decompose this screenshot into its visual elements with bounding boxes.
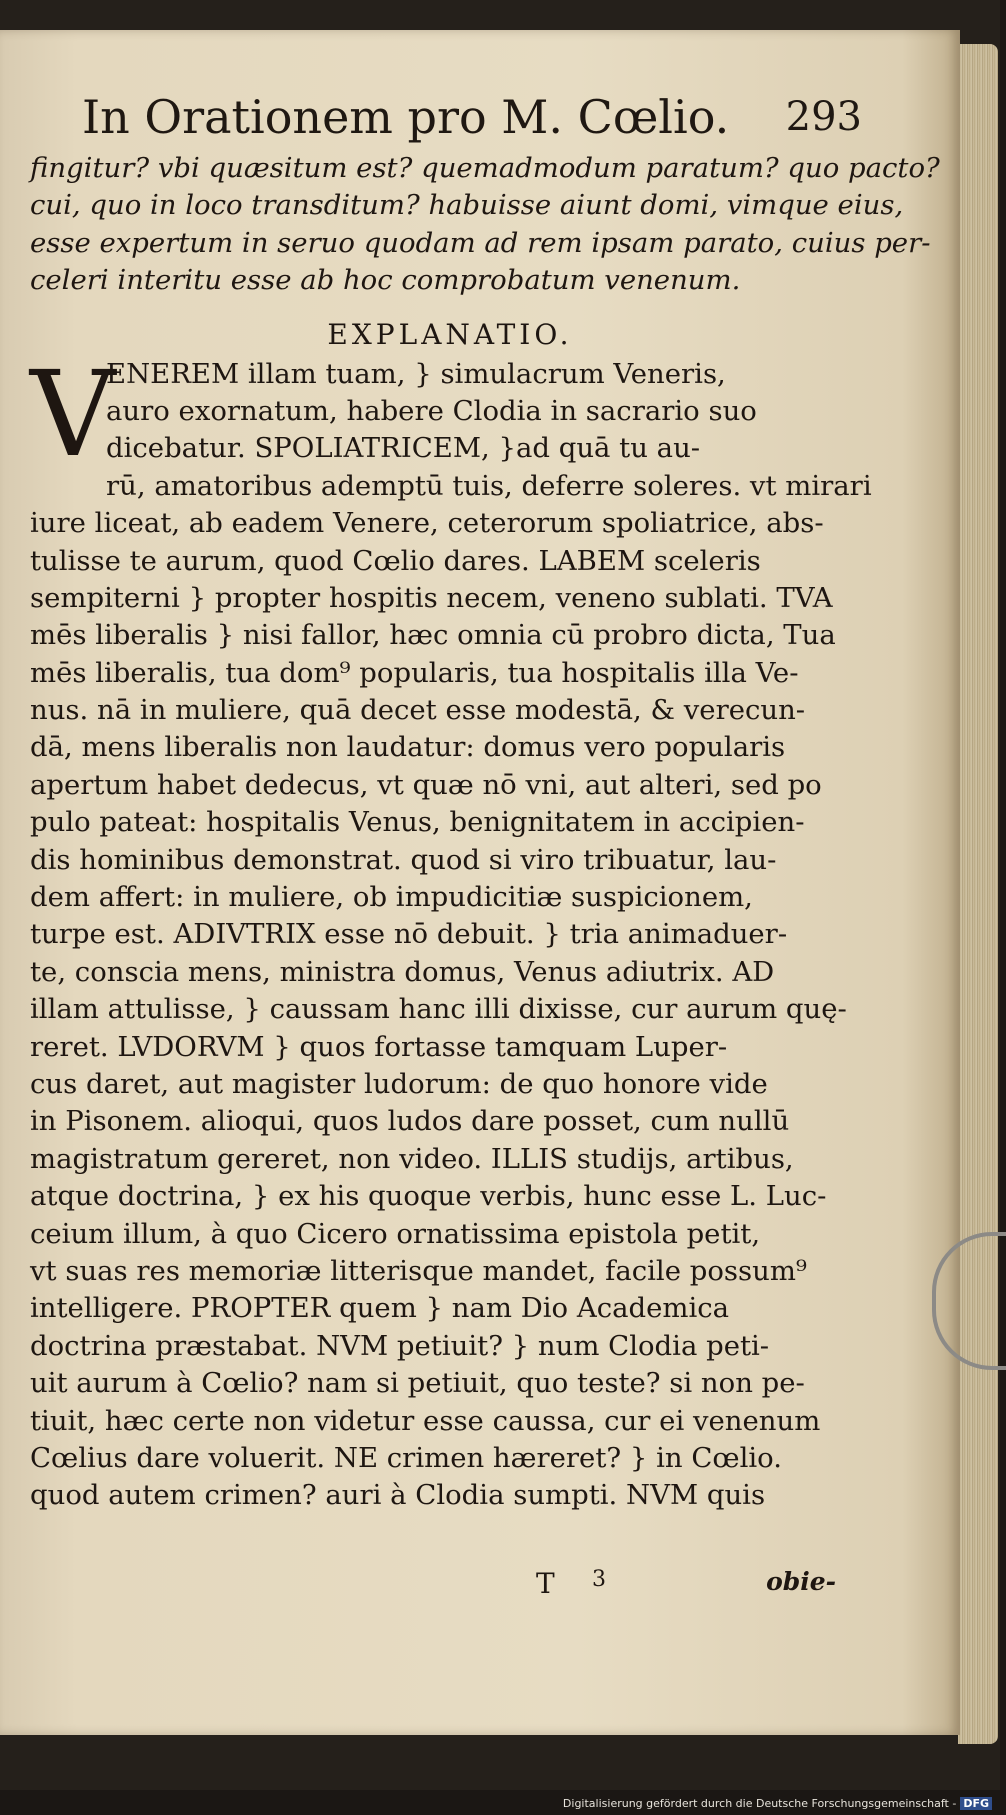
body-line: doctrina præstabat. NVM petiuit? } num Clodia peti- <box>30 1329 770 1362</box>
running-header <box>82 82 862 152</box>
body-line: nus. nā in muliere, quā decet esse modestā, & verecun- <box>30 694 806 727</box>
body-line: mēs liberalis, tua dom⁹ popularis, tua hospitalis illa Ve- <box>30 656 799 689</box>
body-line: auro exornatum, habere Clodia in sacrario suo <box>106 394 757 427</box>
body-line: apertum habet dedecus, vt quæ nō vni, aut alteri, sed po <box>30 768 822 801</box>
running-title: In Orationem pro M. Cœlio. <box>82 90 730 144</box>
body-line: intelligere. PROPTER quem } nam Dio Academica <box>30 1292 730 1325</box>
body-line: dicebatur. SPOLIATRICEM, }ad quā tu au- <box>106 432 701 465</box>
body-line: ceium illum, à quo Cicero ornatissima epistola petit, <box>30 1217 761 1250</box>
body-line: rū, amatoribus ademptū tuis, deferre soleres. vt mirari <box>106 469 872 502</box>
body-line: vt suas res memoriæ litterisque mandet, facile possum⁹ <box>30 1254 807 1287</box>
drop-cap: V <box>30 344 116 483</box>
text-block <box>30 150 940 1515</box>
body-line: sempiterni } propter hospitis necem, veneno sublati. TVA <box>30 581 833 614</box>
body-line: magistratum gereret, non video. ILLIS studijs, artibus, <box>30 1142 794 1175</box>
intro-line: celeri interitu esse ab hoc comprobatum venenum. <box>30 264 741 297</box>
body-line: illam attulisse, } caussam hanc illi dixisse, cur aurum quę- <box>30 993 847 1026</box>
body-line: dis hominibus demonstrat. quod si viro tribuatur, lau- <box>30 843 777 876</box>
section-heading: EXPLANATIO. <box>327 317 573 351</box>
body-line: atque doctrina, } ex his quoque verbis, hunc esse L. Luc- <box>30 1180 827 1213</box>
body-line: Cœlius dare voluerit. NE crimen hæreret? } in Cœlio. <box>30 1441 782 1474</box>
signature-mark: T <box>536 1567 555 1600</box>
body-line: iure liceat, ab eadem Venere, ceterorum spoliatrice, abs- <box>30 507 824 540</box>
dfg-logo: DFG <box>960 1797 992 1810</box>
intro-line: fingitur? vbi quæsitum est? quemadmodum paratum? quo pacto? <box>30 152 940 184</box>
body-line: mēs liberalis } nisi fallor, hæc omnia cū probro dicta, Tua <box>30 619 836 652</box>
body-line: tiuit, hæc certe non videtur esse caussa, cur ei venenum <box>30 1404 821 1437</box>
digitization-credit <box>563 1795 992 1813</box>
page-edge <box>958 44 998 1744</box>
body-line: te, conscia mens, ministra domus, Venus adiutrix. AD <box>30 955 775 988</box>
intro-line: cui, quo in loco transditum? habuisse aiunt domi, vimque eius, <box>30 189 904 222</box>
signature-number: 3 <box>592 1567 606 1592</box>
body-line: dā, mens liberalis non laudatur: domus vero popularis <box>30 731 786 764</box>
body-line: in Pisonem. alioqui, quos ludos dare posset, cum nullū <box>30 1105 790 1138</box>
body-line: quod autem crimen? auri à Clodia sumpti. NVM quis <box>30 1479 766 1512</box>
intro-line: esse expertum in seruo quodam ad rem ipsam parato, cuius per- <box>30 226 931 259</box>
page-number: 293 <box>785 94 862 140</box>
body-line: cus daret, aut magister ludorum: de quo honore vide <box>30 1067 768 1100</box>
body-line: reret. LVDORVM } quos fortasse tamquam Luper- <box>30 1030 728 1063</box>
body-line: pulo pateat: hospitalis Venus, benignitatem in accipien- <box>30 806 805 839</box>
body-line: ENEREM illam tuam, } simulacrum Veneris, <box>106 357 726 390</box>
body-line: tulisse te aurum, quod Cœlio dares. LABEM sceleris <box>30 544 761 577</box>
body-line: turpe est. ADIVTRIX esse nō debuit. } tria animaduer- <box>30 918 788 951</box>
catchword: obie- <box>766 1567 836 1596</box>
page-footer <box>536 1567 836 1607</box>
body-line: uit aurum à Cœlio? nam si petiuit, quo teste? si non pe- <box>30 1367 805 1400</box>
credit-text: Digitalisierung gefördert durch die Deutsche Forschungsgemeinschaft - <box>562 1797 957 1810</box>
body-line: dem affert: in muliere, ob impudicitiæ suspicionem, <box>30 881 753 914</box>
